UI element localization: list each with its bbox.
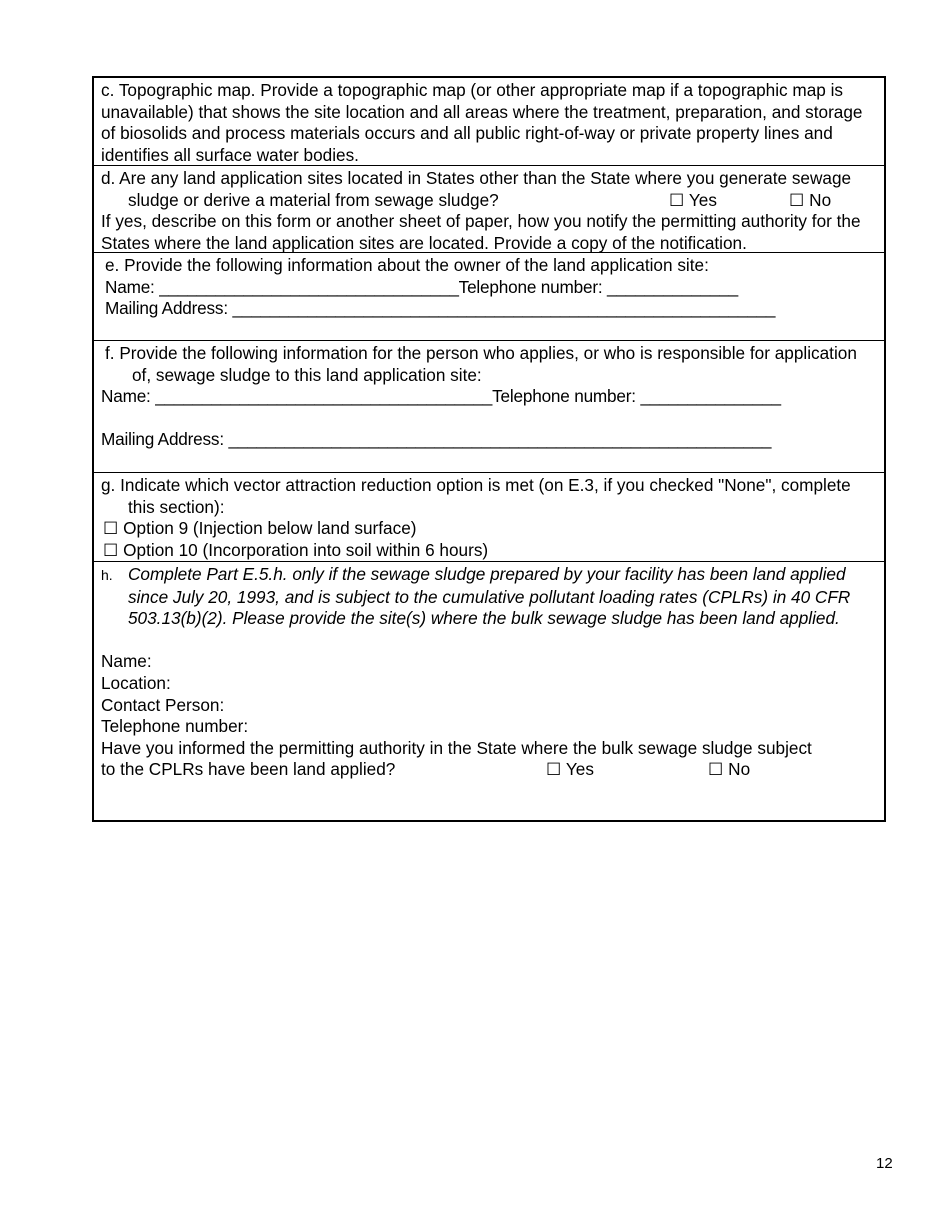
section-f [94,341,884,473]
section-h-letter: h. [101,567,113,583]
section-e-intro: e. Provide the following information about the owner of the land application site: [105,255,709,275]
section-c [94,78,884,166]
section-f-intro: f. Provide the following information for the person who applies, or who is responsible for application of, sewage sludge to this land application site: [105,343,857,385]
applier-mailing-address-field[interactable]: Mailing Address: __________________________________________________________ [101,429,772,450]
section-c-text: c. Topographic map. Provide a topographic map (or other appropriate map if a topographic map is unavailable) that shows the site location and all areas where the treatment, preparation, and storage of biosolids and process materials occurs and all public right-of-way or private property lines and identifies all surface water bodies. [101,80,863,165]
site-contact-label: Contact Person: [101,694,225,715]
section-g-intro: g. Indicate which vector attraction reduction option is met (on E.3, if you checked "None", complete this section): [101,475,851,517]
site-location-label: Location: [101,672,171,693]
cplr-question-line2: to the CPLRs have been land applied? ☐ Yes ☐ No [101,759,751,780]
site-name-label: Name: [101,651,152,672]
section-e [94,253,884,341]
section-d-question: d. Are any land application sites located in States other than the State where you generate sewage sludge or derive a material from sewage sludge? [101,168,852,210]
section-h-no-checkbox[interactable]: ☐ No [708,759,751,780]
page-number: 12 [876,1155,893,1172]
section-g [94,473,884,562]
option-9-checkbox[interactable]: ☐ Option 9 (Injection below land surface) [103,518,417,539]
cplr-question-line1: Have you informed the permitting authority in the State where the bulk sewage sludge subject [101,737,812,758]
applier-name-telephone-field[interactable]: Name: ____________________________________Telephone number: _______________ [101,386,781,407]
section-d [94,166,884,253]
section-h [94,562,884,820]
site-telephone-label: Telephone number: [101,716,249,737]
section-h-yes-checkbox[interactable]: ☐ Yes [546,759,594,780]
section-d-no-checkbox[interactable]: ☐ No [789,190,832,210]
owner-mailing-address-field[interactable]: Mailing Address: __________________________________________________________ [105,298,776,319]
owner-name-telephone-field[interactable]: Name: ________________________________Telephone number: ______________ [105,276,739,297]
option-10-checkbox[interactable]: ☐ Option 10 (Incorporation into soil within 6 hours) [103,539,489,560]
form-table [92,76,886,822]
section-h-instruction: h. Complete Part E.5.h. only if the sewage sludge prepared by your facility has been land applied since July 20, 1993, and is subject to the cumulative pollutant loading rates (CPLRs) in 40 CFR 503.13(b)(2). Please provide the site(s) where the bulk sewage sludge has been land applied. [101,564,851,629]
section-d-followup: If yes, describe on this form or another sheet of paper, how you notify the permitting authority for the States where the land application sites are located. Provide a copy of the notification. [101,211,861,253]
section-d-yes-checkbox[interactable]: ☐ Yes [669,190,717,210]
